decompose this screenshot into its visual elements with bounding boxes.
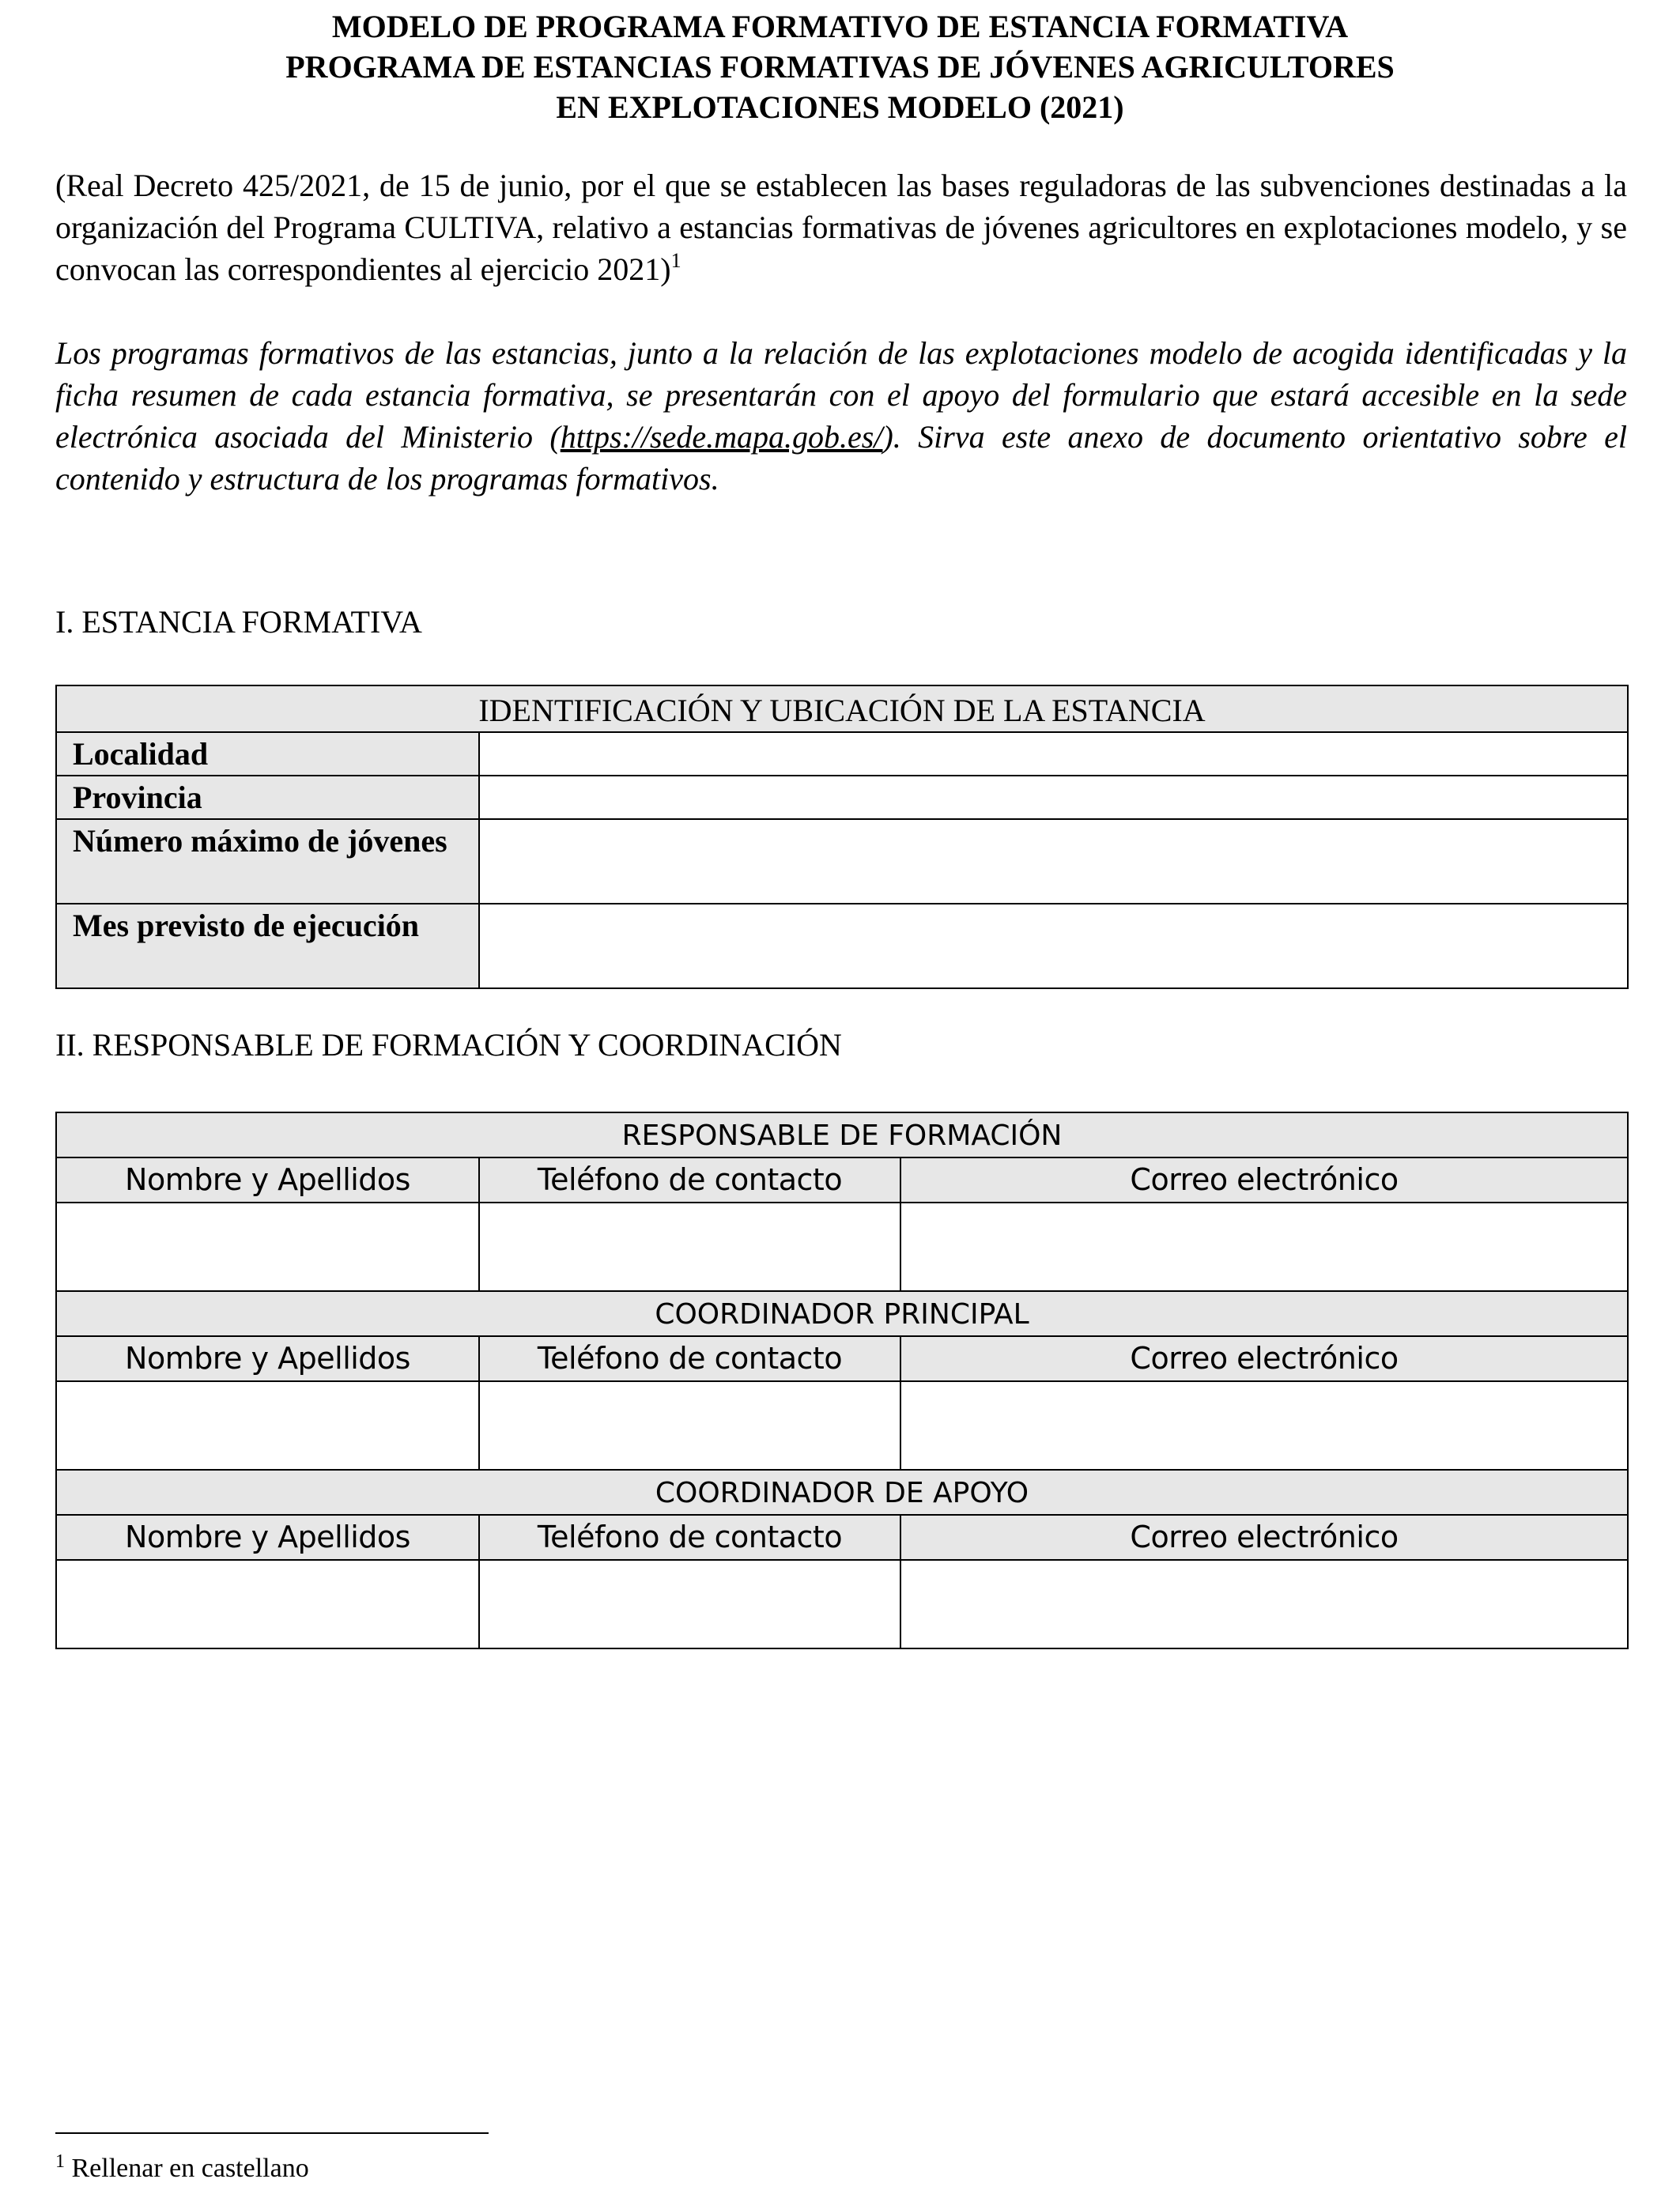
coordinador-principal-title: COORDINADOR PRINCIPAL [56,1291,1628,1336]
correo-electronico-header: Correo electrónico [900,1515,1628,1560]
footnote-marker[interactable]: 1 [670,249,681,272]
telefono-contacto-header: Teléfono de contacto [479,1515,900,1560]
provincia-label: Provincia [56,776,479,819]
nombre-apellidos-header: Nombre y Apellidos [56,1515,479,1560]
correo-electronico-header: Correo electrónico [900,1157,1628,1203]
estancia-identification-table [55,685,1629,989]
footnote [55,2151,309,2186]
responsables-table [55,1112,1629,1649]
numero-maximo-jovenes-label: Número máximo de jóvenes [56,819,479,904]
section-heading-estancia: I. ESTANCIA FORMATIVA [55,604,422,640]
responsable-correo-field[interactable] [900,1203,1628,1291]
instructions-text-end: ). Sirva este anexo de documento orientativo sobre el contenido y estructura de los programas formativos. [55,419,1627,497]
nombre-apellidos-header: Nombre y Apellidos [56,1336,479,1381]
localidad-field[interactable] [479,732,1628,776]
nombre-apellidos-header: Nombre y Apellidos [56,1157,479,1203]
instructions-paragraph [55,332,1627,500]
legal-reference-text: (Real Decreto 425/2021, de 15 de junio, por el que se establecen las bases reguladoras de las subvenciones destinadas a la organización del Programa CULTIVA, relativo a estancias formativas de jóvenes agricultores en explotaciones modelo, y se convocan las correspondientes al ejercicio 2021) [55,168,1627,287]
mes-previsto-ejecucion-field[interactable] [479,904,1628,988]
coordinador-apoyo-title: COORDINADOR DE APOYO [56,1470,1628,1515]
title-line-1: MODELO DE PROGRAMA FORMATIVO DE ESTANCIA FORMATIVA [331,9,1349,44]
provincia-field[interactable] [479,776,1628,819]
coordinador-apoyo-correo-field[interactable] [900,1560,1628,1648]
telefono-contacto-header: Teléfono de contacto [479,1157,900,1203]
responsable-telefono-field[interactable] [479,1203,900,1291]
page-title [55,6,1625,127]
responsable-formacion-title: RESPONSABLE DE FORMACIÓN [56,1112,1628,1157]
coordinador-apoyo-nombre-field[interactable] [56,1560,479,1648]
footnote-number: 1 [55,2151,65,2172]
numero-maximo-jovenes-field[interactable] [479,819,1628,904]
footnote-divider [55,2132,489,2134]
section-heading-responsable: II. RESPONSABLE DE FORMACIÓN Y COORDINACIÓN [55,1027,842,1063]
coordinador-principal-telefono-field[interactable] [479,1381,900,1470]
sede-electronica-link[interactable]: https://sede.mapa.gob.es/ [560,419,883,455]
instructions-text-start: Los programas formativos de las estancias, junto a la relación de las explotaciones modelo de acogida identificadas y la ficha resumen de cada estancia formativa, se presentarán con el apoyo del formulario que estará accesible en la sede electrónica asociada del Ministerio ( [55,335,1627,455]
coordinador-apoyo-telefono-field[interactable] [479,1560,900,1648]
mes-previsto-ejecucion-label: Mes previsto de ejecución [56,904,479,988]
legal-reference [55,164,1627,290]
title-line-2: PROGRAMA DE ESTANCIAS FORMATIVAS DE JÓVENES AGRICULTORES [285,49,1395,85]
telefono-contacto-header: Teléfono de contacto [479,1336,900,1381]
estancia-table-title: IDENTIFICACIÓN Y UBICACIÓN DE LA ESTANCIA [56,685,1628,732]
footnote-text: Rellenar en castellano [71,2154,309,2183]
coordinador-principal-correo-field[interactable] [900,1381,1628,1470]
correo-electronico-header: Correo electrónico [900,1336,1628,1381]
title-line-3: EN EXPLOTACIONES MODELO (2021) [556,89,1124,125]
responsable-nombre-field[interactable] [56,1203,479,1291]
coordinador-principal-nombre-field[interactable] [56,1381,479,1470]
localidad-label: Localidad [56,732,479,776]
